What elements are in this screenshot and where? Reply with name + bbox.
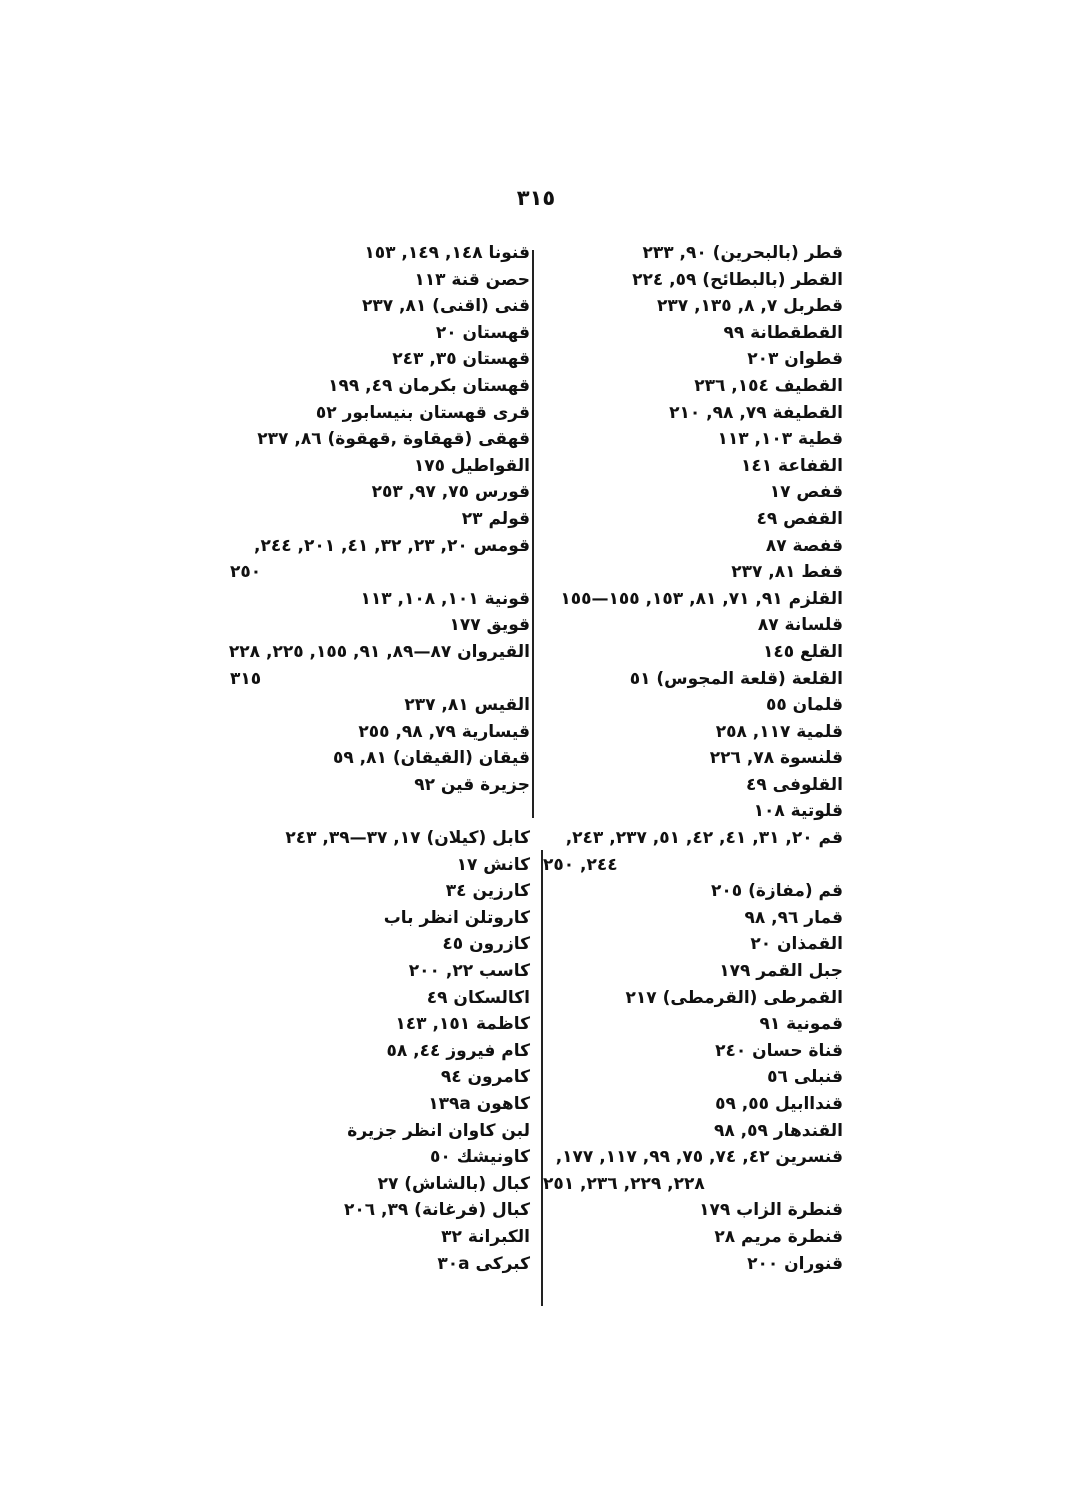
index-entry: القلزم ٩١, ٧١, ٨١, ١٥٣, ١٥٥—١٥٥ — [560, 588, 843, 609]
index-entry: كاظمة ١٥١, ١٤٣ — [395, 1014, 530, 1035]
index-entry: كاونيشك ٥٠ — [430, 1147, 530, 1168]
index-entry: قومس ٢٠, ٢٣, ٣٢, ٤١, ٢٠١, ٢٤٤, — [253, 535, 530, 556]
index-entry: قهستان ٢٠ — [435, 322, 530, 343]
index-entry: القلع ١٤٥ — [762, 641, 843, 662]
index-entry: القندهار ٥٩, ٩٨ — [713, 1120, 843, 1141]
index-entry: قمونية ٩١ — [759, 1014, 843, 1035]
index-entry: قم (مفازة) ٢٠٥ — [711, 881, 843, 902]
index-entry: قطربل ٧, ٨, ١٣٥, ٢٣٧ — [657, 296, 843, 317]
index-entry: قمار ٩٦, ٩٨ — [744, 907, 843, 928]
index-entry: قنسرين ٤٢, ٧٤, ٧٥, ٩٩, ١١٧, ١٧٧, — [555, 1147, 843, 1168]
section-gap — [230, 798, 530, 825]
index-entry: القمذان ٢٠ — [750, 934, 843, 955]
index-entry: قلوتية ١٠٨ — [753, 801, 843, 822]
index-entry: قهستان بكرمان ٤٩, ١٩٩ — [328, 375, 530, 396]
index-entry: كاروتلن انظر باب — [383, 907, 530, 928]
index-entry: قطر (بالبحرين) ٩٠, ٢٣٣ — [642, 243, 843, 263]
index-entry: قنطرة مريم ٢٨ — [714, 1226, 843, 1247]
index-entry: قنى (اقنى) ٨١, ٢٣٧ — [361, 296, 530, 317]
index-entry: ٢٥٠ — [230, 562, 262, 583]
index-entry: قهقى (قهقاوة ,قهقوة) ٨٦, ٢٣٧ — [257, 429, 530, 450]
index-entry: ٢٢٨, ٢٢٩, ٢٣٦, ٢٥١ — [543, 1173, 705, 1194]
index-entry: القفاعة ١٤١ — [740, 455, 843, 476]
index-entry: قطية ١٠٣, ١١٣ — [717, 429, 843, 450]
index-entry: قفط ٨١, ٢٣٧ — [731, 562, 843, 583]
index-entry: قنداابيل ٥٥, ٥٩ — [715, 1094, 843, 1114]
index-entry: قطوان ٢٠٣ — [747, 349, 843, 370]
column-divider — [532, 250, 534, 818]
index-entry: قم ٢٠, ٣١, ٤١, ٤٢, ٥١, ٢٣٧, ٢٤٣, — [565, 828, 843, 849]
index-entry: قولم ٢٣ — [461, 508, 530, 529]
index-entry: القلوفى ٤٩ — [745, 774, 843, 795]
index-entry: قرى قهستان بنيسابور ٥٢ — [315, 402, 530, 423]
index-entry: كامرون ٩٤ — [440, 1067, 530, 1088]
index-entry: ٣١٥ — [230, 668, 262, 689]
index-entry: قناة حسان ٢٤٠ — [715, 1040, 843, 1061]
index-entry: قونية ١٠١, ١٠٨, ١١٣ — [360, 588, 530, 609]
index-entry: كبال (فرغانة) ٣٩, ٢٠٦ — [343, 1200, 530, 1221]
index-entry: كبركى ٣٠a — [437, 1253, 530, 1274]
index-entry: قورس ٧٥, ٩٧, ٢٥٣ — [371, 482, 530, 503]
index-entry: قلمان ٥٥ — [765, 695, 843, 716]
index-entry: قويق ١٧٧ — [449, 615, 530, 636]
index-column-right — [543, 240, 843, 1277]
index-entry: اكالسكان ٤٩ — [426, 987, 530, 1008]
index-entry: جزيرة قين ٩٢ — [414, 774, 530, 795]
index-entry: كبال (بالشاش) ٢٧ — [377, 1173, 530, 1194]
index-entry: قلمية ١١٧, ٢٥٨ — [715, 721, 843, 742]
index-entry: قنطرة الزاب ١٧٩ — [699, 1200, 843, 1221]
index-entry: قنونا ١٤٨, ١٤٩, ١٥٣ — [364, 243, 530, 263]
index-entry: القيروان ٨٧—٨٩, ٩١, ١٥٥, ٢٢٥, ٢٢٨ — [228, 641, 530, 662]
index-entry: لبن كاوان انظر جزيرة — [347, 1120, 530, 1141]
index-entry: كابل (كيلان) ١٧, ٣٧—٣٩, ٢٤٣ — [285, 828, 530, 849]
index-entry: قلنسوة ٧٨, ٢٢٦ — [709, 748, 843, 769]
index-entry: القفص ٤٩ — [756, 508, 843, 529]
index-entry: القيس ٨١, ٢٣٧ — [404, 695, 530, 716]
index-entry: القطر (بالبطائح) ٥٩, ٢٢٤ — [632, 269, 843, 290]
index-entry: القمرطى (القرمطى) ٢١٧ — [625, 987, 843, 1008]
index-entry: كام فيروز ٤٤, ٥٨ — [386, 1040, 530, 1061]
index-entry: قيسارية ٧٩, ٩٨, ٢٥٥ — [358, 721, 530, 742]
index-entry: قلسانة ٨٧ — [757, 615, 843, 636]
index-entry: القطيف ١٥٤, ٢٣٦ — [694, 375, 843, 396]
index-entry: قهستان ٣٥, ٢٤٣ — [392, 349, 530, 370]
page-number: ٣١٥ — [516, 186, 556, 210]
index-entry: كازرون ٤٥ — [442, 934, 530, 955]
index-entry: كانش ١٧ — [456, 854, 530, 875]
index-entry: قنوران ٢٠٠ — [747, 1253, 843, 1274]
index-entry: قنبلى ٥٦ — [767, 1067, 843, 1088]
index-entry: كارزين ٣٤ — [445, 881, 530, 902]
index-column-left — [230, 240, 530, 1277]
index-entry: الكبرانة ٣٢ — [441, 1226, 530, 1247]
index-entry: كاهون ١٣٩a — [428, 1094, 530, 1114]
index-entry: حصن قنة ١١٣ — [414, 269, 530, 290]
index-entry: قفصة ٨٧ — [765, 535, 843, 556]
index-entry: القطيفة ٧٩, ٩٨, ٢١٠ — [669, 402, 843, 423]
index-entry: قيقان (القيقان) ٨١, ٥٩ — [332, 748, 530, 769]
index-entry: ٢٤٤, ٢٥٠ — [543, 854, 618, 875]
index-entry: القطقطانة ٩٩ — [723, 322, 843, 343]
index-entry: القواطيل ١٧٥ — [413, 455, 530, 476]
index-entry: جبل القمر ١٧٩ — [719, 961, 843, 982]
index-entry: كاسب ٢٢, ٢٠٠ — [408, 961, 530, 982]
index-entry: قفص ١٧ — [769, 482, 843, 503]
index-entry: القلعة (قلعة المجوس) ٥١ — [629, 668, 843, 689]
column-divider — [541, 850, 543, 1306]
